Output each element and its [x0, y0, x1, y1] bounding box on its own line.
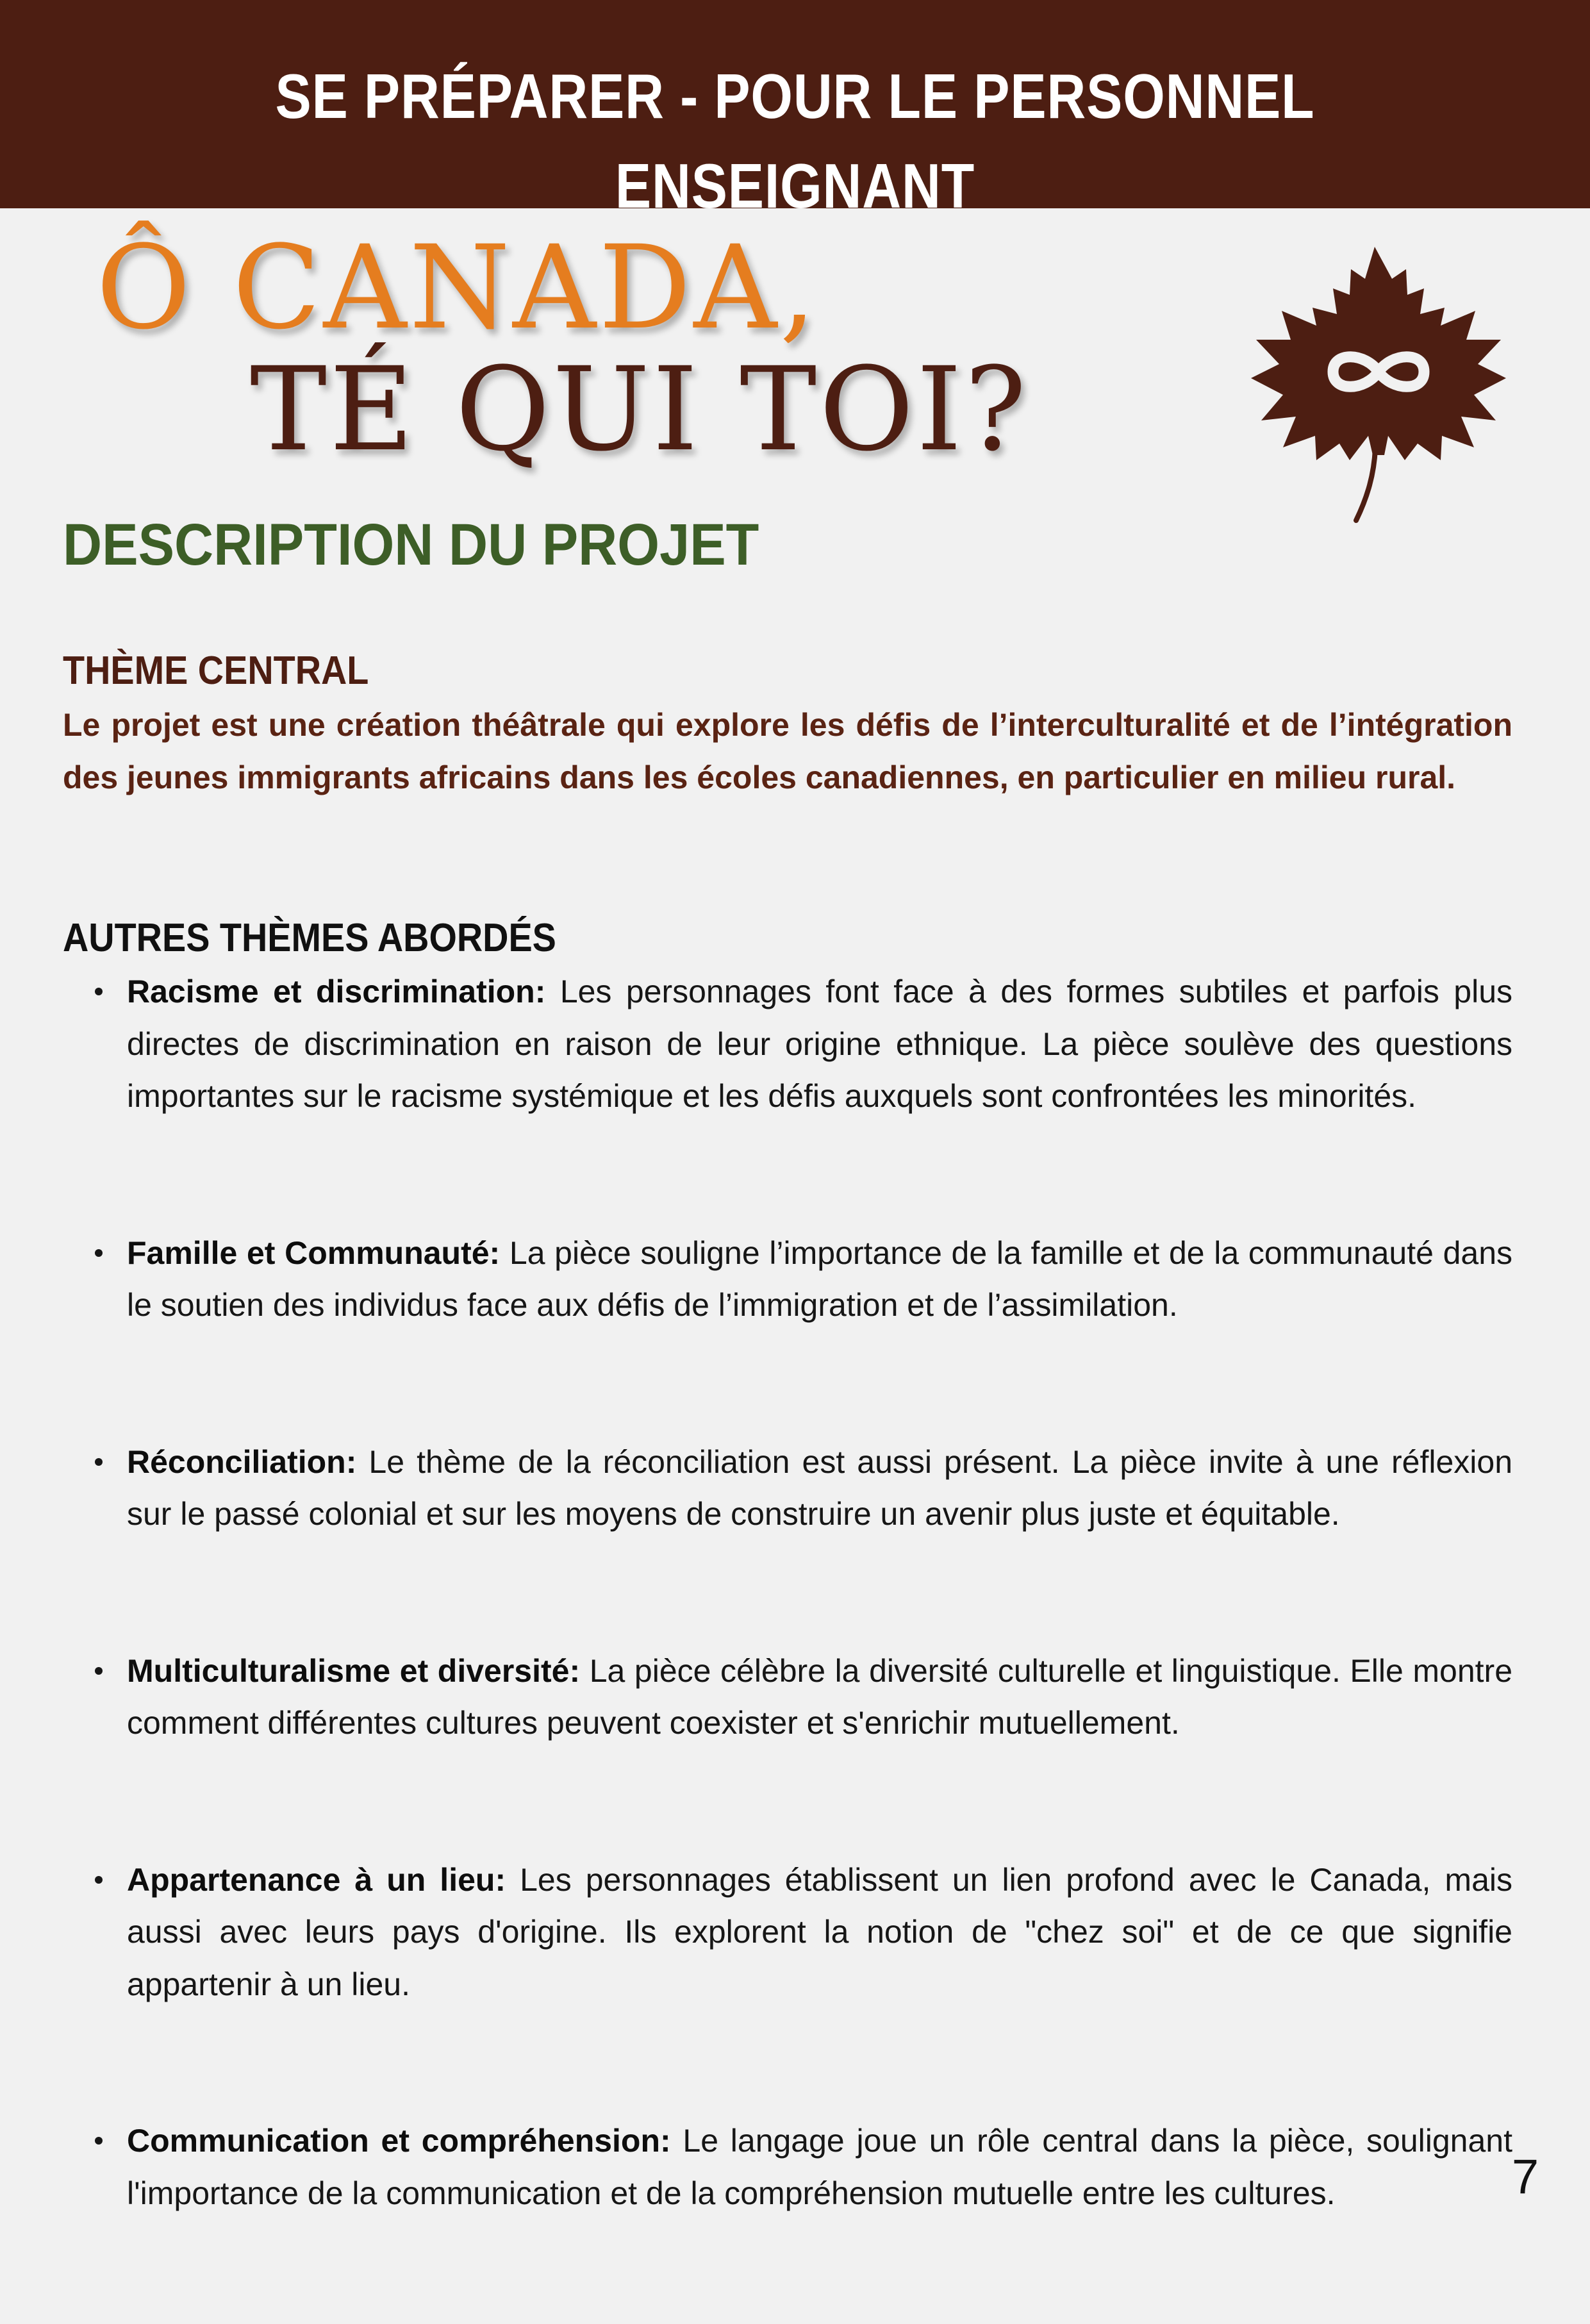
list-item — [63, 1227, 1512, 1332]
theme-name: Réconciliation: — [127, 1443, 357, 1480]
theme-name: Racisme et discrimination: — [127, 974, 546, 1009]
title-line-1: Ô CANADA, — [96, 221, 819, 355]
themes-list — [63, 966, 1512, 2324]
theme-description: La pièce célèbre la diversité culturelle et linguistique. Elle montre comment différentes cultures peuvent coexister et s'enrichir mutuellement. — [127, 1652, 1512, 1741]
list-item — [63, 966, 1512, 1123]
central-theme-heading: THÈME CENTRAL — [63, 649, 369, 693]
list-item — [63, 1436, 1512, 1541]
central-theme-text: Le projet est une création théâtrale qui explore les défis de l’interculturalité et de l’intégration des jeunes immigrants africains dans les écoles canadiennes, en particulier en milieu rural. — [63, 707, 1512, 795]
list-item — [63, 2115, 1512, 2220]
theme-description: Le langage joue un rôle central dans la pièce, soulignant l'importance de la communication et de la compréhension mutuelle entre les cultures. — [127, 2123, 1512, 2211]
leaf-stem — [1356, 449, 1375, 520]
theme-description: Les personnages établissent un lien profond avec le Canada, mais aussi avec leurs pays d'origine. Ils explorent la notion de "chez soi" et de ce que signifie appartenir à un lieu. — [127, 1861, 1512, 2002]
section-heading: DESCRIPTION DU PROJET — [63, 512, 759, 577]
theme-name: Appartenance à un lieu: — [127, 1861, 506, 1898]
theme-description: La pièce souligne l’importance de la famille et de la communauté dans le soutien des individus face aux défis de l’immigration et de l’assimilation. — [127, 1234, 1512, 1323]
theme-description: Le thème de la réconciliation est aussi présent. La pièce invite à une réflexion sur le passé colonial et sur les moyens de construire un avenir plus juste et équitable. — [127, 1443, 1512, 1532]
maple-leaf-infinity-icon — [1237, 244, 1519, 526]
header-title: SE PRÉPARER - POUR LE PERSONNEL ENSEIGNANT — [275, 61, 1315, 221]
theme-description: Les personnages font face à des formes subtiles et parfois plus directes de discrimination en raison de leur origine ethnique. La pièce soulève des questions importantes sur le racisme systémique et les défis auxquels sont confrontées les minorités. — [127, 974, 1512, 1114]
list-item — [63, 1645, 1512, 1750]
theme-name: Communication et compréhension: — [127, 2123, 671, 2159]
other-themes-heading: AUTRES THÈMES ABORDÉS — [63, 916, 556, 960]
maple-leaf-shape — [1251, 247, 1506, 460]
page-number: 7 — [1511, 2150, 1539, 2204]
theme-name: Multiculturalisme et diversité: — [127, 1652, 581, 1689]
list-item — [63, 1854, 1512, 2011]
theme-name: Famille et Communauté: — [127, 1234, 501, 1271]
title-line-2: TÉ QUI TOI? — [250, 343, 1029, 477]
header-bar — [0, 0, 1590, 221]
